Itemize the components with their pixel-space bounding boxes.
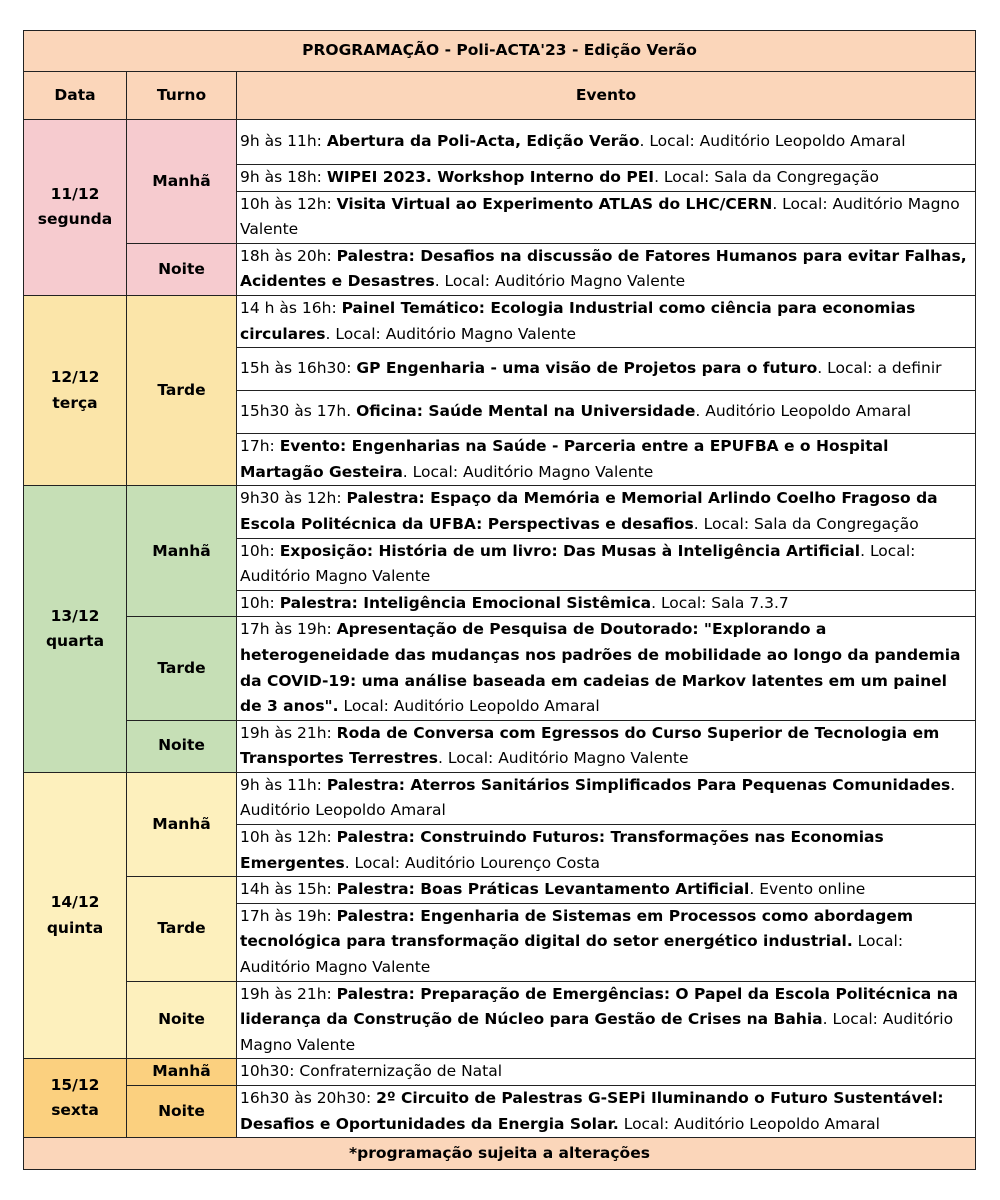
event-location: . Local: a definir [817,359,942,378]
event-cell [237,981,976,1059]
event-row [24,120,976,165]
event-cell [237,191,976,243]
date-label: 12/12 [50,368,100,387]
footer-note: *programação sujeita a alterações [24,1138,976,1170]
event-time: 14 h às 16h: [240,298,342,317]
event-title: Palestra: Desafios na discussão de Fatores Humanos para evitar Falhas, Acidentes e Desastres [240,246,967,291]
date-cell [24,1059,127,1138]
event-time: 9h às 11h: [240,132,327,151]
event-location: . Local: Sala da Congregação [693,514,919,533]
event-row [24,243,976,295]
event-title: Roda de Conversa com Egressos do Curso Superior de Tecnologia em Transportes Terrestres [240,723,940,768]
event-location: . Local: Auditório Magno Valente [438,749,689,768]
event-title: WIPEI 2023. Workshop Interno do PEI [326,168,655,186]
event-time: 10h: [240,541,280,560]
date-label: 11/12 [50,184,100,203]
event-title: Palestra: Espaço da Memória e Memorial Arlindo Coelho Fragoso da Escola Politécnica da UFBA: Perspectivas e desafios [240,489,938,533]
shift-cell: Noite [127,981,237,1059]
event-time: 18h às 20h: [240,246,337,265]
event-cell [237,243,976,295]
event-time: 10h às 12h: [240,194,337,213]
event-location: . Local: Auditório Magno Valente [325,324,577,343]
header-row [24,72,976,120]
event-time: 9h às 18h: [240,168,327,186]
event-title: Painel Temático: Ecologia Industrial como ciência para economias circulares [240,298,916,343]
weekday-label: terça [52,393,98,412]
event-cell [237,120,976,165]
event-row [24,720,976,772]
date-cell [24,120,127,296]
event-time: 17h às 19h: [240,906,337,925]
shift-cell: Manhã [127,486,237,617]
schedule-table [23,30,976,1170]
event-title: GP Engenharia - uma visão de Projetos para o futuro [356,359,818,378]
event-location: . Local: Auditório Magno Valente [402,462,654,481]
event-cell [237,877,976,904]
schedule-title: PROGRAMAÇÃO - Poli-ACTA'23 - Edição Verão [24,31,976,72]
event-cell [237,720,976,772]
event-row [24,981,976,1059]
event-cell [237,1086,976,1138]
event-location: Local: Auditório Leopoldo Amaral [618,1114,880,1133]
header-evento: Evento [237,72,976,120]
date-label: 13/12 [50,606,100,625]
event-row [24,1059,976,1086]
title-row [24,31,976,72]
event-time: 19h às 21h: [240,984,337,1003]
event-time: 10h: [240,593,280,612]
event-time: 17h: [240,437,280,456]
event-location: . Local: Sala 7.3.7 [651,593,789,612]
event-cell [237,165,976,192]
date-cell [24,486,127,773]
event-location: . Local: Auditório Magno Valente [240,194,960,239]
event-time: 9h às 11h: [240,775,327,794]
event-title: Palestra: Boas Práticas Levantamento Artificial [336,880,750,899]
event-title: Evento: Engenharias na Saúde - Parceria entre a EPUFBA e o Hospital Martagão Gesteira [240,437,889,481]
event-title: Palestra: Aterros Sanitários Simplificados Para Pequenas Comunidades [326,775,951,794]
event-location: . Local: Sala da Congregação [654,168,879,186]
event-cell [237,486,976,538]
event-row [24,877,976,904]
event-location: . Evento online [749,880,866,899]
weekday-label: quarta [45,632,105,651]
event-cell [237,391,976,434]
event-location: . Local: Auditório Magno Valente [434,272,686,291]
event-title: Oficina: Saúde Mental na Universidade [356,402,696,421]
event-location: Local: Auditório Leopoldo Amaral [338,697,600,716]
header-turno: Turno [127,72,237,120]
date-cell [24,772,127,1059]
event-cell [237,825,976,877]
event-title: Abertura da Poli-Acta, Edição Verão [326,132,640,151]
event-title: 2º Circuito de Palestras G-SEPi Iluminando o Futuro Sustentável: Desafios e Oportunidades da Energia Solar. [240,1089,944,1133]
event-cell [237,617,976,720]
event-title: Visita Virtual ao Experimento ATLAS do LHC/CERN [336,194,773,213]
event-cell [237,772,976,824]
event-cell [237,295,976,347]
shift-cell: Noite [127,1086,237,1138]
event-title: Palestra: Construindo Futuros: Transformações nas Economias Emergentes [240,828,884,872]
date-label: 15/12 [50,1075,100,1094]
weekday-label: segunda [37,210,113,229]
event-location: Local: Auditório Magno Valente [240,932,904,977]
event-time: 10h às 12h: [240,828,337,847]
event-location: . Auditório Leopoldo Amaral [240,775,956,820]
event-row [24,772,976,824]
event-cell [237,434,976,486]
event-row [24,1086,976,1138]
event-cell [237,348,976,391]
event-location: . Local: Auditório Lourenço Costa [344,853,601,872]
event-time: 17h às 19h: [240,620,337,639]
date-cell [24,295,127,485]
shift-cell: Manhã [127,120,237,244]
weekday-label: quinta [46,918,104,937]
event-location: . Local: Auditório Magno Valente [240,541,916,586]
event-time: 9h30 às 12h: [240,489,347,508]
event-time: 16h30 às 20h30: [240,1089,377,1107]
event-title: Apresentação de Pesquisa de Doutorado: "Explorando a heterogeneidade das mudanças nos padrões de mobilidade ao longo da pandemia da COVID-19: uma análise baseada em cadeias de Markov latentes em um painel de 3 anos". [240,620,961,716]
shift-cell: Tarde [127,617,237,720]
shift-cell: Tarde [127,877,237,981]
header-data: Data [24,72,127,120]
shift-cell: Noite [127,243,237,295]
event-cell [237,903,976,981]
shift-cell: Tarde [127,295,237,485]
event-time: 19h às 21h: [240,723,337,742]
event-title: Palestra: Inteligência Emocional Sistêmica [279,593,652,612]
event-row [24,617,976,720]
weekday-label: sexta [51,1101,99,1120]
event-location: . Auditório Leopoldo Amaral [695,402,912,421]
event-cell [237,1059,976,1086]
event-location: . Local: Auditório Leopoldo Amaral [639,132,906,151]
shift-cell: Manhã [127,1059,237,1086]
event-cell [237,590,976,617]
event-cell [237,538,976,590]
event-row [24,295,976,347]
event-time: 15h às 16h30: [240,359,357,378]
footer-row [24,1138,976,1170]
date-label: 14/12 [50,893,100,912]
event-title: Palestra: Engenharia de Sistemas em Processos como abordagem tecnológica para transformação digital do setor energético industrial. [240,906,913,951]
event-location: . Local: Auditório Magno Valente [240,1010,954,1054]
event-title: Palestra: Preparação de Emergências: O Papel da Escola Politécnica na liderança da Construção de Núcleo para Gestão de Crises na Bahia [240,984,959,1029]
shift-cell: Noite [127,720,237,772]
event-time: 10h30: Confraternização de Natal [240,1062,503,1081]
event-time: 14h às 15h: [240,880,337,899]
event-row [24,486,976,538]
shift-cell: Manhã [127,772,237,876]
event-time: 15h30 às 17h. [240,402,357,421]
event-title: Exposição: História de um livro: Das Musas à Inteligência Artificial [279,541,861,560]
